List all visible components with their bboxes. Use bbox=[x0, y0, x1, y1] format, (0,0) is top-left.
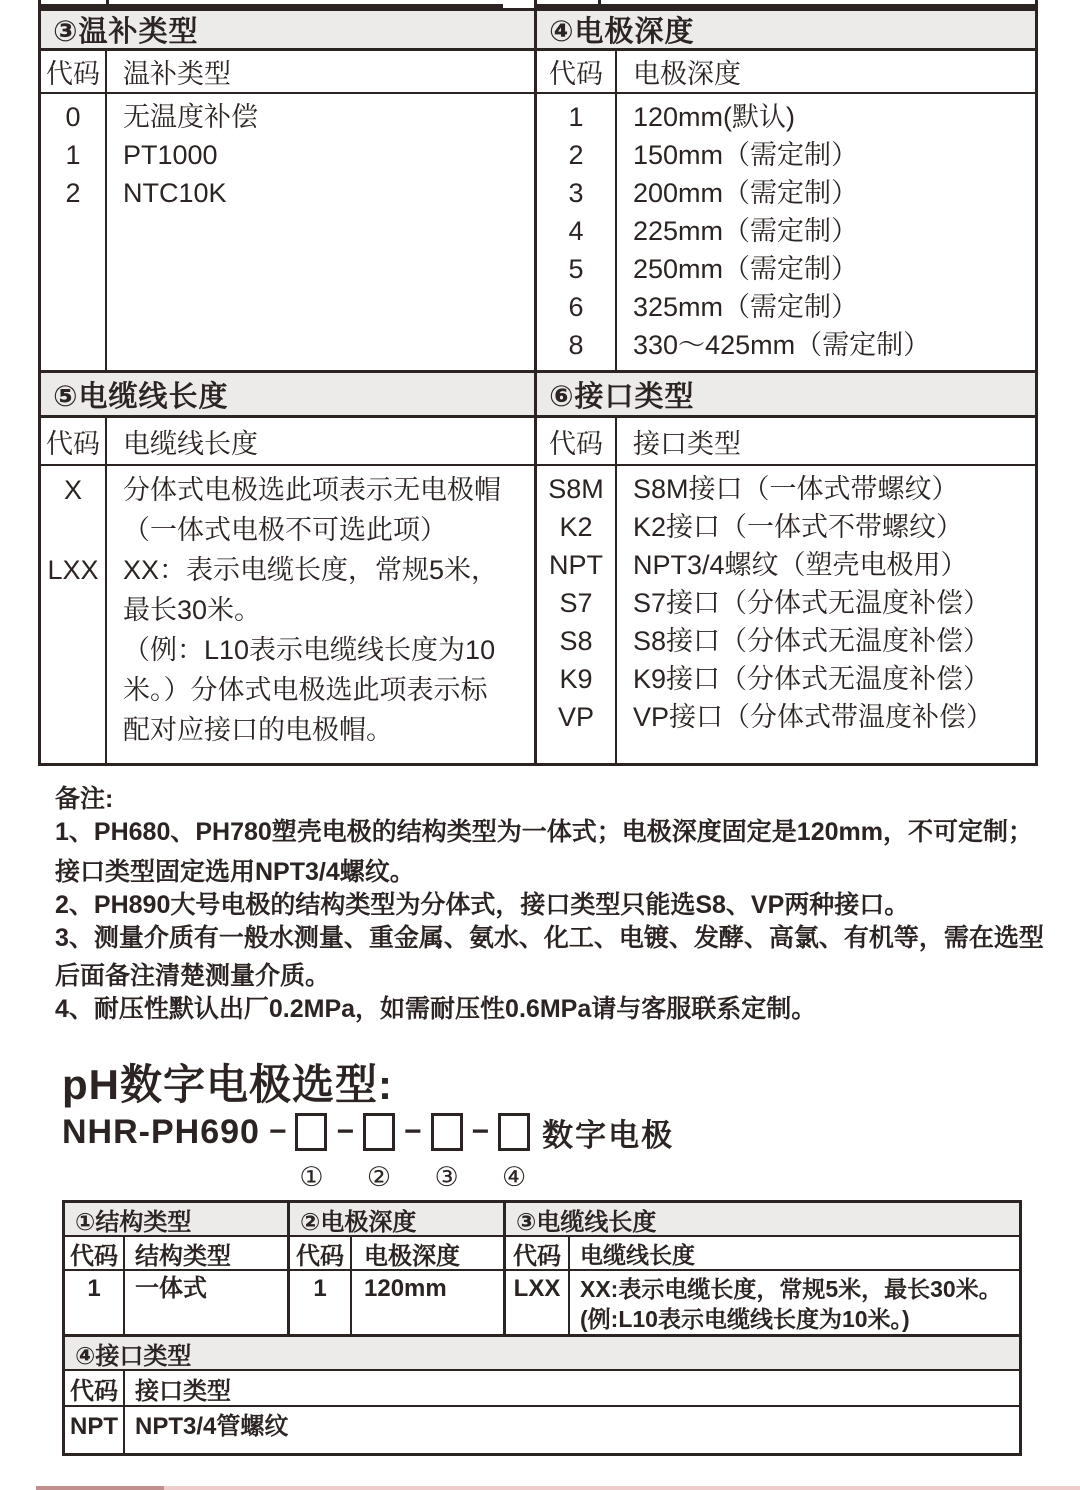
note-line: 接口类型固定选用NPT3/4螺纹。 bbox=[55, 858, 415, 886]
cell-desc bbox=[570, 1271, 1019, 1334]
cell-desc-line: 分体式电极选此项表示无电极帽 bbox=[123, 475, 501, 505]
table-title: ⑤电缆线长度 bbox=[41, 373, 534, 418]
cell-code: K9 bbox=[559, 664, 593, 694]
cell-desc: 一体式 bbox=[125, 1271, 290, 1334]
cell-desc-line: 米。）分体式电极选此项表示标 bbox=[123, 675, 488, 705]
column-header-desc: 接口类型 bbox=[633, 428, 741, 459]
table-remnant-stub bbox=[1035, 0, 1038, 4]
cell-code: 3 bbox=[568, 178, 584, 208]
section-title: ②电极深度 bbox=[290, 1203, 506, 1235]
column-header-code: 代码 bbox=[506, 1237, 570, 1269]
cell-desc-line: （例：L10表示电缆线长度为10 bbox=[123, 635, 496, 665]
cell-desc: VP接口（分体式带温度补偿） bbox=[633, 702, 994, 732]
cell-code: X bbox=[63, 475, 82, 505]
cell-desc: 无温度补偿 bbox=[123, 102, 258, 132]
model-prefix: NHR-PH690 bbox=[62, 1112, 260, 1151]
table-remnant-stub bbox=[534, 0, 537, 4]
cell-code: NPT bbox=[549, 550, 603, 580]
column-header-code: 代码 bbox=[537, 418, 617, 464]
model-slot-1 bbox=[295, 1113, 327, 1192]
cell-desc: 200mm（需定制） bbox=[633, 178, 859, 208]
cell-desc: S7接口（分体式无温度补偿） bbox=[633, 588, 991, 618]
note-line: 2、PH890大号电极的结构类型为分体式，接口类型只能选S8、VP两种接口。 bbox=[55, 891, 910, 919]
cell-code: LXX bbox=[506, 1271, 570, 1334]
cell-desc: NTC10K bbox=[123, 178, 227, 208]
cell-code: S8M bbox=[548, 474, 604, 504]
column-header-code: 代码 bbox=[65, 1237, 125, 1269]
cell-desc: K9接口（分体式无温度补偿） bbox=[633, 664, 991, 694]
notes-block bbox=[55, 786, 1067, 1029]
column-header-desc: 电极深度 bbox=[633, 59, 741, 89]
cell-code: 1 bbox=[290, 1271, 352, 1334]
bottom-accent-bar-dark bbox=[36, 1486, 164, 1490]
cell-desc: 225mm（需定制） bbox=[633, 216, 859, 246]
cell-desc: S8M接口（一体式带螺纹） bbox=[633, 474, 959, 504]
model-code-row bbox=[62, 1108, 675, 1192]
selection-heading: pH数字电极选型: bbox=[62, 1061, 393, 1108]
cell-code: 1 bbox=[65, 1271, 125, 1334]
column-header-desc: 电缆线长度 bbox=[580, 1241, 695, 1268]
cell-code: NPT bbox=[65, 1407, 125, 1453]
table-title: ③温补类型 bbox=[41, 11, 534, 51]
column-header-code: 代码 bbox=[537, 51, 617, 92]
column-header-code: 代码 bbox=[41, 418, 107, 464]
table-interface-type bbox=[534, 370, 1038, 766]
table-cable-length bbox=[38, 370, 537, 766]
cell-code: LXX bbox=[47, 555, 99, 585]
dash-separator: − bbox=[336, 1115, 355, 1148]
cell-desc: 120mm(默认) bbox=[633, 102, 796, 132]
bottom-accent-bar bbox=[164, 1486, 1080, 1490]
cell-code: 2 bbox=[65, 178, 81, 208]
cell-desc: NPT3/4螺纹（塑壳电极用） bbox=[633, 550, 968, 580]
slot-number: ③ bbox=[434, 1162, 459, 1192]
cell-desc: 325mm（需定制） bbox=[633, 292, 859, 322]
table-remnant-stub bbox=[598, 0, 601, 4]
cell-code: 6 bbox=[568, 292, 584, 322]
cell-desc: NPT3/4管螺纹 bbox=[135, 1413, 289, 1440]
section-title: ④接口类型 bbox=[65, 1337, 1019, 1371]
slot-number: ④ bbox=[501, 1162, 527, 1192]
note-line: 1、PH680、PH780塑壳电极的结构类型为一体式；电极深度固定是120mm，不可定制； bbox=[55, 818, 1033, 846]
cell-code: 2 bbox=[568, 140, 584, 170]
column-header-code: 代码 bbox=[290, 1237, 352, 1269]
cell-code: K2 bbox=[559, 512, 593, 542]
cell-code: S8 bbox=[559, 626, 593, 656]
cell-desc: 250mm（需定制） bbox=[633, 254, 859, 284]
cell-code: 1 bbox=[65, 140, 81, 170]
cell-code: 5 bbox=[568, 254, 584, 284]
model-slot-3 bbox=[431, 1113, 463, 1192]
cell-code: S7 bbox=[559, 588, 593, 618]
table-remnant-stub bbox=[38, 0, 41, 4]
dash-separator: − bbox=[268, 1115, 287, 1148]
table-title: ④电极深度 bbox=[537, 11, 1035, 51]
table-temp-compensation-type bbox=[38, 8, 537, 373]
cell-code: 0 bbox=[65, 102, 81, 132]
note-line: 后面备注清楚测量介质。 bbox=[55, 962, 331, 990]
notes-title: 备注: bbox=[55, 785, 114, 813]
cell-code: 1 bbox=[568, 102, 584, 132]
column-header-desc: 电极深度 bbox=[352, 1237, 506, 1269]
column-header-desc: 结构类型 bbox=[125, 1237, 290, 1269]
cell-desc: K2接口（一体式不带螺纹） bbox=[633, 512, 964, 542]
table-model-selection bbox=[62, 1200, 1022, 1456]
cell-desc: PT1000 bbox=[123, 140, 218, 170]
section-title: ①结构类型 bbox=[65, 1203, 290, 1235]
column-header-code: 代码 bbox=[41, 51, 107, 92]
slot-number: ① bbox=[299, 1162, 324, 1192]
cell-code: 4 bbox=[568, 216, 584, 246]
cell-desc: 330～425mm（需定制） bbox=[633, 330, 931, 360]
model-suffix: 数字电极 bbox=[542, 1117, 675, 1153]
cell-desc-line: 最长30米。 bbox=[123, 595, 262, 625]
cell-desc: S8接口（分体式无温度补偿） bbox=[633, 626, 991, 656]
cell-code: 8 bbox=[568, 330, 584, 360]
table-electrode-depth bbox=[534, 8, 1038, 373]
note-line: 3、测量介质有一般水测量、重金属、氨水、化工、电镀、发酵、高氯、有机等，需在选型 bbox=[55, 924, 1044, 952]
cell-desc-line: 配对应接口的电极帽。 bbox=[123, 715, 393, 745]
column-header-code: 代码 bbox=[65, 1371, 125, 1405]
note-line: 4、耐压性默认出厂0.2MPa，如需耐压性0.6MPa请与客服联系定制。 bbox=[55, 995, 817, 1023]
slot-number: ② bbox=[366, 1162, 392, 1192]
column-header-desc: 温补类型 bbox=[123, 59, 231, 89]
cell-desc: 120mm bbox=[352, 1271, 506, 1334]
dash-separator: − bbox=[471, 1115, 490, 1148]
model-slot-4 bbox=[498, 1113, 530, 1192]
table-remnant-stub bbox=[106, 0, 109, 4]
cell-desc-line: (例:L10表示电缆线长度为10米。) bbox=[580, 1306, 910, 1332]
cell-code: VP bbox=[557, 702, 595, 732]
model-slot-2 bbox=[363, 1113, 395, 1192]
dash-separator: − bbox=[404, 1115, 422, 1148]
cell-desc-line: （一体式电极不可选此项） bbox=[123, 515, 447, 545]
column-header-desc: 接口类型 bbox=[135, 1377, 231, 1405]
column-header-desc: 电缆线长度 bbox=[123, 428, 258, 459]
cell-desc-line: XX:表示电缆长度，常规5米，最长30米。 bbox=[580, 1276, 1002, 1302]
section-title: ③电缆线长度 bbox=[516, 1208, 657, 1236]
cell-desc: 150mm（需定制） bbox=[633, 140, 859, 170]
table-title: ⑥接口类型 bbox=[537, 373, 1035, 418]
cell-desc-line: XX：表示电缆长度，常规5米， bbox=[123, 555, 499, 585]
